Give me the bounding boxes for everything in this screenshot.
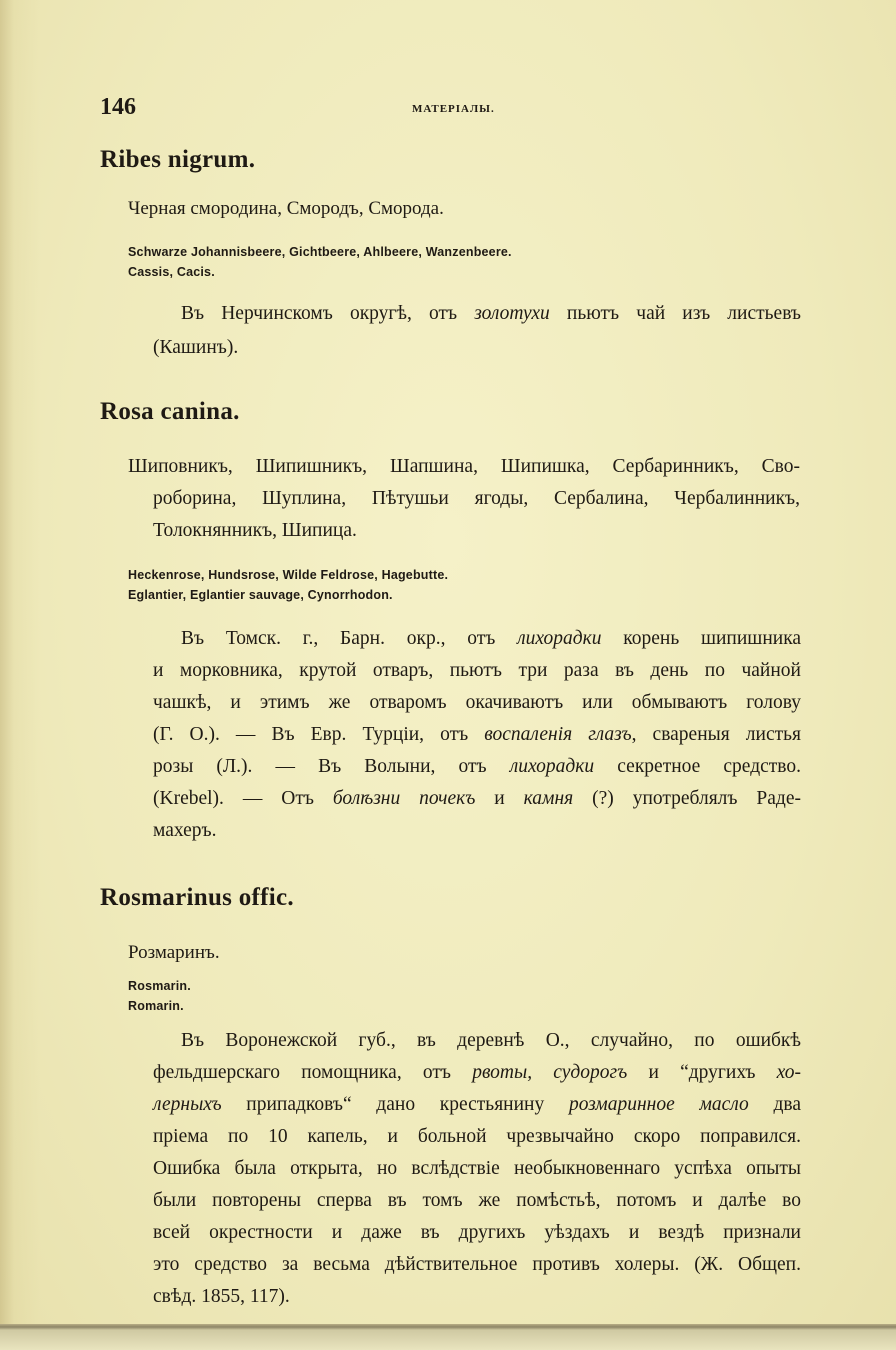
russian-names: Розмаринъ. [128, 942, 220, 963]
body-line: лерныхъ припадковъ“ дано крестьянину розмаринное масло два [153, 1094, 802, 1115]
body-line: пріема по 10 капель, и больной чрезвычайно скоро поправился. [153, 1126, 801, 1147]
russian-names: Шиповникъ, Шипишникъ, Шапшина, Шипишка, Сербаринникъ, Сво- [128, 456, 800, 477]
body-line: Ошибка была открыта, но вслѣдствіе необыкновеннаго успѣха опыты [153, 1158, 801, 1179]
entry-title-ribes: Ribes nigrum. [100, 146, 256, 173]
entry-title-rosa: Rosa canina. [100, 398, 240, 425]
body-line: это средство за весьма дѣйствительное противъ холеры. (Ж. Общеп. [153, 1254, 801, 1275]
body-line: чашкѣ, и этимъ же отваромъ окачиваютъ или обмываютъ голову [153, 692, 801, 713]
body-line: Въ Томск. г., Барн. окр., отъ лихорадки корень шипишника [181, 628, 802, 649]
german-names: Schwarze Johannisbeere, Gichtbeere, Ahlbeere, Wanzenbeere. [128, 245, 512, 259]
body-line: были повторены сперва въ томъ же помѣстьѣ, потомъ и далѣе во [153, 1190, 801, 1211]
page-header [100, 94, 860, 124]
body-line: (Krebel). — Отъ болѣзни почекъ и камня (?) употреблялъ Раде- [153, 788, 801, 809]
body-line: розы (Л.). — Въ Волыни, отъ лихорадки секретное средство. [153, 756, 802, 777]
russian-names: роборина, Шуплина, Пѣтушьи ягоды, Сербалина, Чербалинникъ, [153, 488, 800, 509]
french-names: Romarin. [128, 999, 184, 1013]
russian-names: Черная смородина, Смородъ, Сморода. [128, 198, 444, 219]
russian-names: Толокнянникъ, Шипица. [153, 520, 357, 541]
body-line: фельдшерскаго помощника, отъ рвоты, судорогъ и “другихъ хо- [153, 1062, 802, 1083]
body-line: (Г. О.). — Въ Евр. Турціи, отъ воспаленія глазъ, свареныя листья [153, 724, 801, 745]
body-line: и морковника, крутой отваръ, пьютъ три раза въ день по чайной [153, 660, 801, 681]
body-line: махеръ. [153, 820, 217, 841]
body-line: всей окрестности и даже въ другихъ уѣздахъ и вездѣ признали [153, 1222, 801, 1243]
french-names: Eglantier, Eglantier sauvage, Cynorrhodon. [128, 588, 393, 602]
body-line: свѣд. 1855, 117). [153, 1286, 290, 1307]
body-line: Въ Воронежской губ., въ деревнѣ О., случайно, по ошибкѣ [181, 1030, 801, 1051]
page-number: 146 [100, 94, 136, 120]
page-edge-band [0, 1324, 896, 1350]
french-names: Cassis, Cacis. [128, 265, 215, 279]
german-names: Heckenrose, Hundsrose, Wilde Feldrose, Hagebutte. [128, 568, 449, 582]
german-names: Rosmarin. [128, 979, 191, 993]
body-line: (Кашинъ). [153, 337, 239, 358]
entry-title-rosmarinus: Rosmarinus offic. [100, 884, 294, 911]
running-head: МАТЕРІАЛЫ. [412, 103, 495, 115]
body-line: Въ Нерчинскомъ округѣ, отъ золотухи пьютъ чай изъ листьевъ [181, 303, 801, 324]
